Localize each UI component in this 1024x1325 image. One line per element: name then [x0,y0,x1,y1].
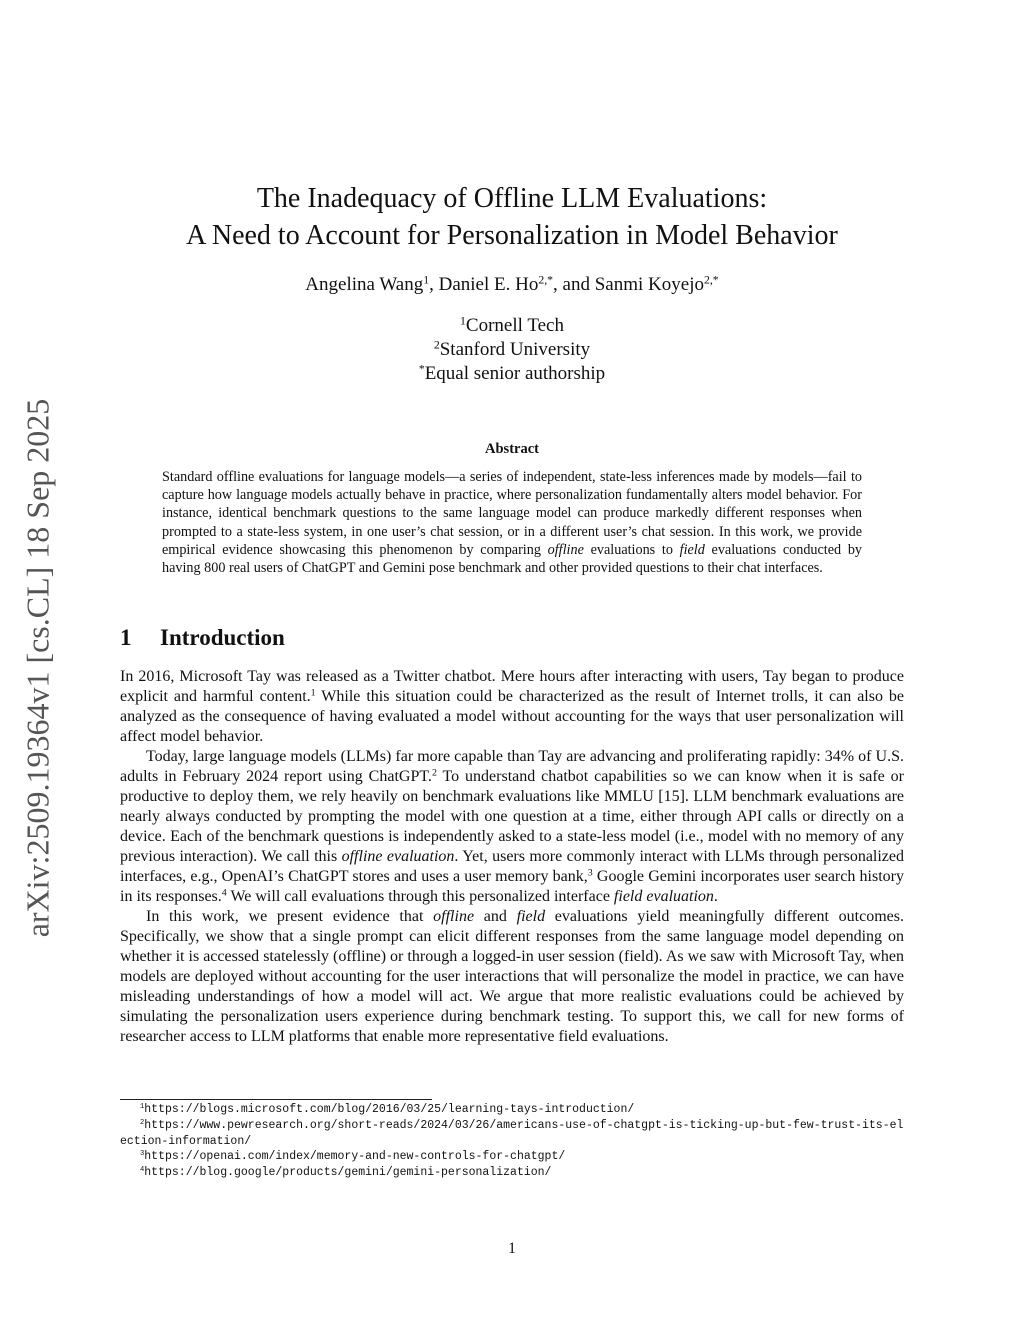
affiliation-line [0,314,1024,338]
abstract-text: Standard offline evaluations for language models—a series of independent, state-less inferences made by models—fail to capture how language models actually behave in practice, where personalization fundamentally alters model behavior. For instance, identical benchmark questions to the same language model can produce markedly different responses when prompted to a state-less system, in one user’s chat session, or in a different user’s chat session. In this work, we provide empirical evidence showcasing this phenomenon by comparing [162,469,862,558]
paragraph-2 [120,747,904,907]
footnote-ref: 3 [587,867,593,879]
footnote [120,1118,904,1150]
paragraph-text: While this situation could be characterized as the result of Internet trolls, it can also be analyzed as the consequence of having evaluated a model without accounting for the ways that user personalization will affect model behavior. [120,688,905,745]
affiliation-mark: 2 [433,338,440,352]
affiliation-name: Stanford University [439,339,591,360]
author-separator: , and [553,274,595,295]
footnote-number: 2 [140,1118,145,1127]
affiliation-mark: 1 [460,314,466,328]
paragraph-emphasis: field evaluation [613,888,714,905]
section-number: 1 [120,625,132,650]
paragraph-text: To understand chatbot capabilities so we can know when it is safe or productive to deploy them, we rely heavily on benchmark evaluations like MMLU [15]. LLM benchmark evaluations are nearly always conducted by prompting the model with one question at a time, either through API calls or directly on a device. Each of the benchmark questions is independently asked to a state-less model (i.e., model with no memory of any previous interaction). We call this [120,768,905,865]
paragraph-emphasis: field [516,908,546,925]
author-affiliation-mark: 2,* [703,273,719,287]
affiliation-mark: * [418,362,425,376]
footnote-ref: 2 [431,767,437,779]
title-line-2: A Need to Account for Personalization in Model Behavior [186,220,838,251]
footnote-ref: 1 [310,687,316,699]
author-name: Sanmi Koyejo [594,274,704,295]
paper-title [0,180,1024,254]
paragraph-3 [120,907,904,1047]
affiliations [0,314,1024,386]
footnote-link[interactable]: https://blogs.microsoft.com/blog/2016/03/25/learning-tays-introduction/ [144,1103,635,1116]
introduction-body [120,667,904,1047]
author-affiliation-mark: 2,* [538,273,554,287]
title-line-1: The Inadequacy of Offline LLM Evaluations: [256,183,768,214]
paragraph-1 [120,667,904,747]
paragraph-text: In this work, we present evidence that [146,908,434,925]
paragraph-emphasis: offline evaluation [341,848,455,865]
abstract-emphasis: offline [547,541,584,558]
paragraph-text: Google Gemini incorporates user search history in its responses. [120,868,904,905]
paragraph-text: and [474,908,517,925]
footnote-link[interactable]: https://blog.google/products/gemini/gemini-personalization/ [144,1166,552,1180]
abstract-text: evaluations conducted by having 800 real users of ChatGPT and Gemini pose benchmark and other provided questions to their chat interfaces. [162,541,863,577]
section-title: Introduction [160,625,285,650]
footnote-link[interactable]: https://openai.com/index/memory-and-new-controls-for-chatgpt/ [144,1150,566,1164]
section-heading [120,625,285,651]
affiliation-name: Cornell Tech [465,315,564,336]
author-name: Daniel E. Ho [438,274,539,295]
abstract-emphasis: field [679,541,705,558]
page-number: 1 [508,1240,516,1257]
arxiv-identifier: arXiv:2509.19364v1 [cs.CL] 18 Sep 2025 [19,398,56,938]
abstract-body [162,468,862,577]
author-list [0,274,1024,296]
paragraph-emphasis: offline [433,908,475,925]
paragraph-text: Today, large language models (LLMs) far more capable than Tay are advancing and proliferating rapidly: 34% of U.S. adults in February 2024 report using ChatGPT. [120,748,904,785]
arxiv-side-label [18,378,58,958]
author-separator: , [429,274,439,295]
footnote-number: 3 [140,1150,145,1159]
author-name: Angelina Wang [305,274,424,295]
footnote [120,1149,904,1165]
affiliation-line [0,338,1024,362]
footnotes [120,1102,904,1181]
paragraph-text: . Yet, users more commonly interact with LLMs through personalized interfaces, e.g., OpenAI’s ChatGPT stores and uses a user memory bank, [120,848,905,885]
affiliation-name: Equal senior authorship [424,363,606,384]
author-affiliation-mark: 1 [423,273,430,287]
affiliation-line [0,362,1024,386]
footnote-link[interactable]: https://www.pewresearch.org/short-reads/2024/03/26/americans-use-of-chatgpt-is-ticking-up-but-few-trust-its-election-information/ [120,1118,904,1148]
footnote [120,1165,904,1181]
abstract-text: evaluations to [583,541,680,558]
footnote-number: 4 [140,1166,145,1175]
footnote-ref: 4 [221,887,227,899]
paragraph-text: evaluations yield meaningfully different outcomes. Specifically, we show that a single prompt can elicit different responses from the same language model depending on whether it is accessed statelessly (offline) or through a logged-in user session (field). As we saw with Microsoft Tay, when models are deployed without accounting for the user interactions that will personalize the model in practice, we can have misleading understandings of how a model will act. We argue that more realistic evaluations could be achieved by simulating the personalization users experience during benchmark testing. To support this, we call for new forms of researcher access to LLM platforms that enable more representative field evaluations. [120,908,905,1045]
footnote-number: 1 [140,1103,145,1112]
paragraph-text: . [713,888,718,905]
footnote-divider [120,1099,432,1100]
paragraph-text: In 2016, Microsoft Tay was released as a Twitter chatbot. Mere hours after interacting with users, Tay began to produce explicit and harmful content. [120,668,904,705]
footnote [120,1102,904,1118]
abstract-heading: Abstract [485,441,539,457]
paragraph-text: We will call evaluations through this personalized interface [226,888,614,905]
